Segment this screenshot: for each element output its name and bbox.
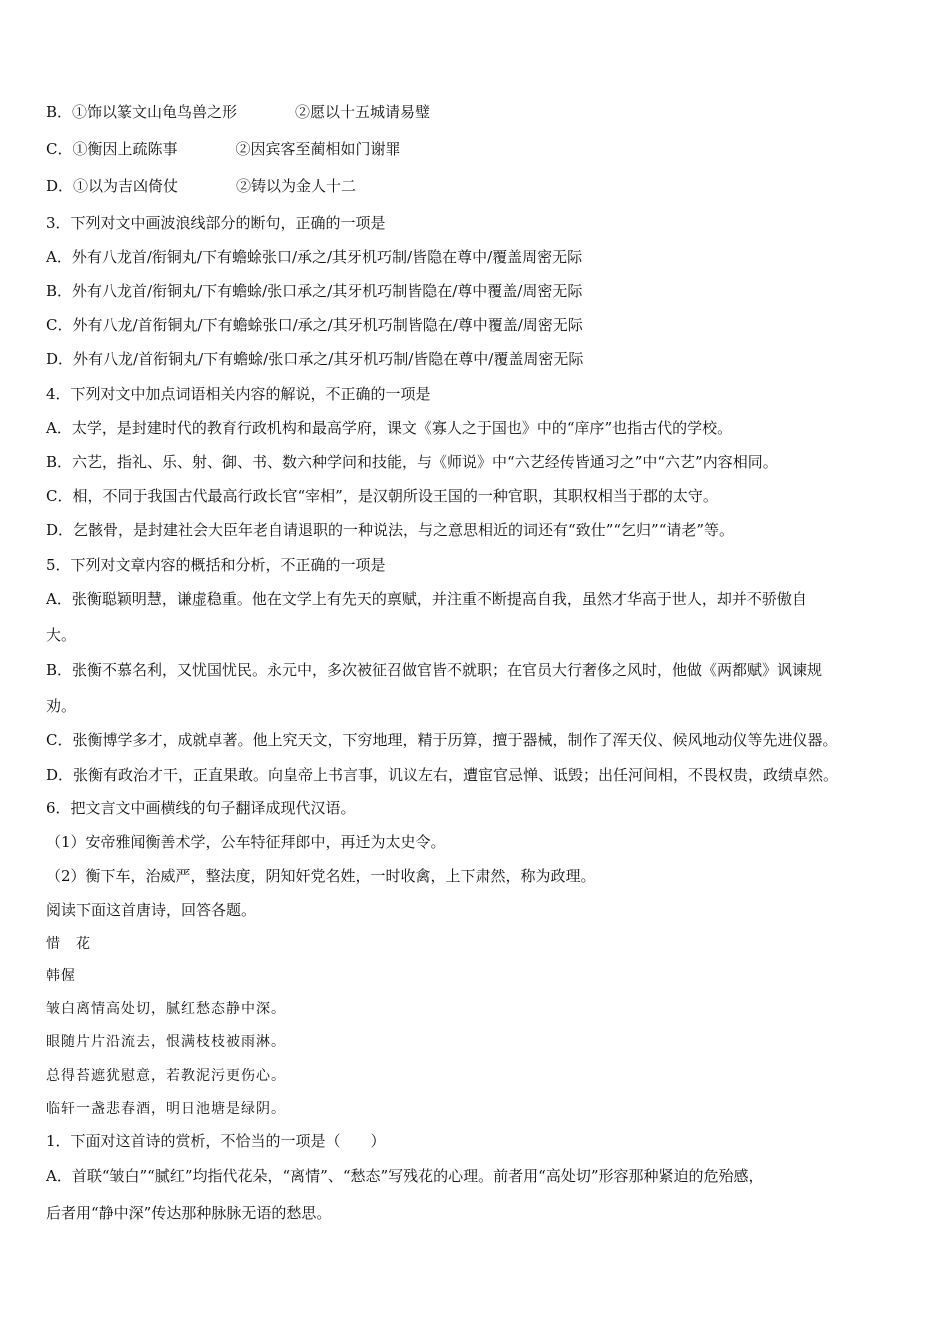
q2-option-b-part1: B．①饰以篆文山龟鸟兽之形 bbox=[46, 103, 238, 121]
q5-option-b-line1: B．张衡不慕名利，又忧国忧民。永元中，多次被征召做官皆不就职；在官员大行奢侈之风时，他做《两都赋》讽谏规 bbox=[46, 661, 823, 679]
q4-option-c: C．相，不同于我国古代最高行政长官“宰相”，是汉朝所设王国的一种官职，其职权相当于郡的太守。 bbox=[46, 487, 718, 505]
q3-stem: 3．下列对文中画波浪线部分的断句，正确的一项是 bbox=[46, 214, 386, 232]
q6-sentence-2: （2）衡下车，治威严，整法度，阴知奸党名姓，一时收禽，上下肃然，称为政理。 bbox=[46, 867, 596, 885]
poem-intro: 阅读下面这首唐诗，回答各题。 bbox=[46, 901, 257, 919]
poem-line-3: 总得苔遮犹慰意，若教泥污更伤心。 bbox=[46, 1068, 286, 1084]
q3-option-d: D．外有八龙/首衔铜丸/下有蟾蜍/张口承之/其牙机巧制/皆隐在尊中/覆盖周密无际 bbox=[46, 350, 584, 368]
q2-option-b-part2: ②愿以十五城请易璧 bbox=[295, 103, 431, 121]
q5-option-d: D．张衡有政治才干，正直果敢。向皇帝上书言事，讥议左右，遭宦官忌惮、诋毁；出任河间相，不畏权贵，政绩卓然。 bbox=[46, 766, 839, 784]
poem-author: 韩偓 bbox=[46, 968, 76, 984]
q6-sentence-1: （1）安帝雅闻衡善术学，公车特征拜郎中，再迁为太史令。 bbox=[46, 833, 446, 851]
q5-option-a-line2: 大。 bbox=[46, 626, 77, 644]
q2-option-c-part1: C．①衡因上疏陈事 bbox=[46, 140, 178, 158]
q2-option-c-part2: ②因宾客至蔺相如门谢罪 bbox=[235, 140, 401, 158]
q5-option-a-line1: A．张衡聪颖明慧，谦虚稳重。他在文学上有先天的禀赋，并注重不断提高自我，虽然才华高于世人，却并不骄傲自 bbox=[46, 590, 807, 608]
q4-option-a: A．太学，是封建时代的教育行政机构和最高学府，课文《寡人之于国也》中的“庠序”也指古代的学校。 bbox=[46, 419, 733, 437]
q2-option-c bbox=[46, 139, 401, 159]
q3-option-b: B．外有八龙首/衔铜丸/下有蟾蜍/张口承之/其牙机巧制皆隐在/尊中覆盖/周密无际 bbox=[46, 282, 583, 300]
q4-stem: 4．下列对文中加点词语相关内容的解说，不正确的一项是 bbox=[46, 385, 431, 403]
q2-option-d-part2: ②铸以为金人十二 bbox=[236, 177, 357, 195]
poem-line-2: 眼随片片沿流去，恨满枝枝被雨淋。 bbox=[46, 1034, 286, 1050]
poem-q1-option-a-line1: A．首联“皱白”“腻红”均指代花朵，“离情”、“愁态”写残花的心理。前者用“高处切”形容那种紧迫的危殆感， bbox=[46, 1167, 764, 1185]
q2-option-d-part1: D．①以为吉凶倚仗 bbox=[46, 177, 179, 195]
q3-option-a: A．外有八龙首/衔铜丸/下有蟾蜍张口/承之/其牙机巧制/皆隐在尊中/覆盖周密无际 bbox=[46, 248, 583, 266]
q6-stem: 6．把文言文中画横线的句子翻译成现代汉语。 bbox=[46, 799, 356, 817]
q2-option-b bbox=[46, 102, 430, 122]
q4-option-d: D．乞骸骨，是封建社会大臣年老自请退职的一种说法，与之意思相近的词还有“致仕”“乞归”“请老”等。 bbox=[46, 521, 735, 539]
poem-line-1: 皱白离情高处切，腻红愁态静中深。 bbox=[46, 1001, 286, 1017]
q3-option-c: C．外有八龙/首衔铜丸/下有蟾蜍张口/承之/其牙机巧制皆隐在/尊中覆盖/周密无际 bbox=[46, 316, 583, 334]
q5-option-b-line2: 劝。 bbox=[46, 697, 77, 715]
poem-line-4: 临轩一盏悲春酒，明日池塘是绿阴。 bbox=[46, 1101, 286, 1117]
q5-stem: 5．下列对文章内容的概括和分析，不正确的一项是 bbox=[46, 556, 386, 574]
q5-option-c: C．张衡博学多才，成就卓著。他上究天文，下穷地理，精于历算，擅于器械，制作了浑天仪、候风地动仪等先进仪器。 bbox=[46, 731, 838, 749]
poem-q1-stem: 1．下面对这首诗的赏析，不恰当的一项是（ ） bbox=[46, 1132, 386, 1150]
q4-option-b: B．六艺，指礼、乐、射、御、书、数六种学问和技能，与《师说》中“六艺经传皆通习之”中“六艺”内容相同。 bbox=[46, 453, 778, 471]
poem-q1-option-a-line2: 后者用“静中深”传达那种脉脉无语的愁思。 bbox=[46, 1204, 332, 1222]
q2-option-d bbox=[46, 176, 356, 196]
poem-title: 惜 花 bbox=[46, 936, 91, 952]
